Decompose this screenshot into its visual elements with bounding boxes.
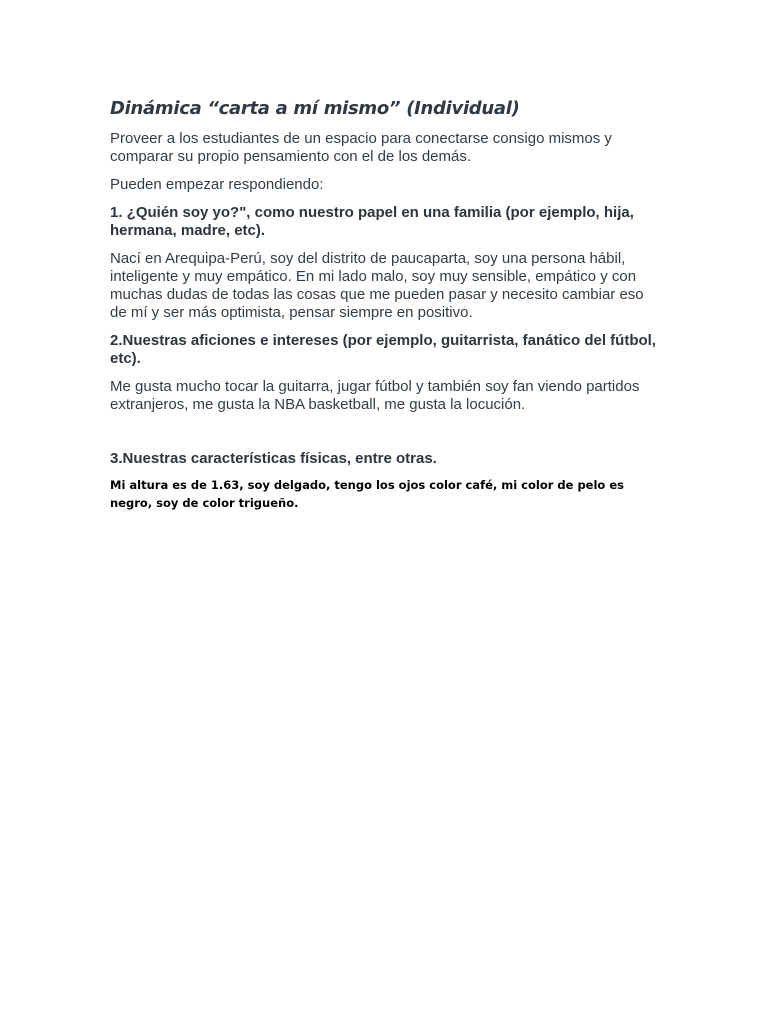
document-page <box>110 96 658 522</box>
document-title: Dinámica “carta a mí mismo” (Individual) <box>110 98 520 119</box>
section-1-heading: 1. ¿Quién soy yo?", como nuestro papel en una familia (por ejemplo, hija, hermana, madre, etc). <box>110 204 634 239</box>
blank-spacer <box>110 424 658 450</box>
section-2-heading: 2.Nuestras aficiones e intereses (por ejemplo, guitarrista, fanático del fútbol, etc). <box>110 332 656 367</box>
prompt-paragraph: Pueden empezar respondiendo: <box>110 176 324 193</box>
section-3-answer: Mi altura es de 1.63, soy delgado, tengo los ojos color café, mi color de pelo es negro, soy de color trigueño. <box>110 478 624 510</box>
section-2-answer: Me gusta mucho tocar la guitarra, jugar fútbol y también soy fan viendo partidos extranjeros, me gusta la NBA basketball, me gusta la locución. <box>110 378 640 413</box>
section-1-answer: Nací en Arequipa-Perú, soy del distrito de paucaparta, soy una persona hábil, inteligente y muy empático. En mi lado malo, soy muy sensible, empático y con muchas dudas de todas las cosas que me pueden pasar y necesito cambiar eso de mí y ser más optimista, pensar siempre en positivo. <box>110 250 644 321</box>
intro-paragraph: Proveer a los estudiantes de un espacio para conectarse consigo mismos y comparar su propio pensamiento con el de los demás. <box>110 130 612 165</box>
section-3-heading: 3.Nuestras características físicas, entre otras. <box>110 450 437 467</box>
